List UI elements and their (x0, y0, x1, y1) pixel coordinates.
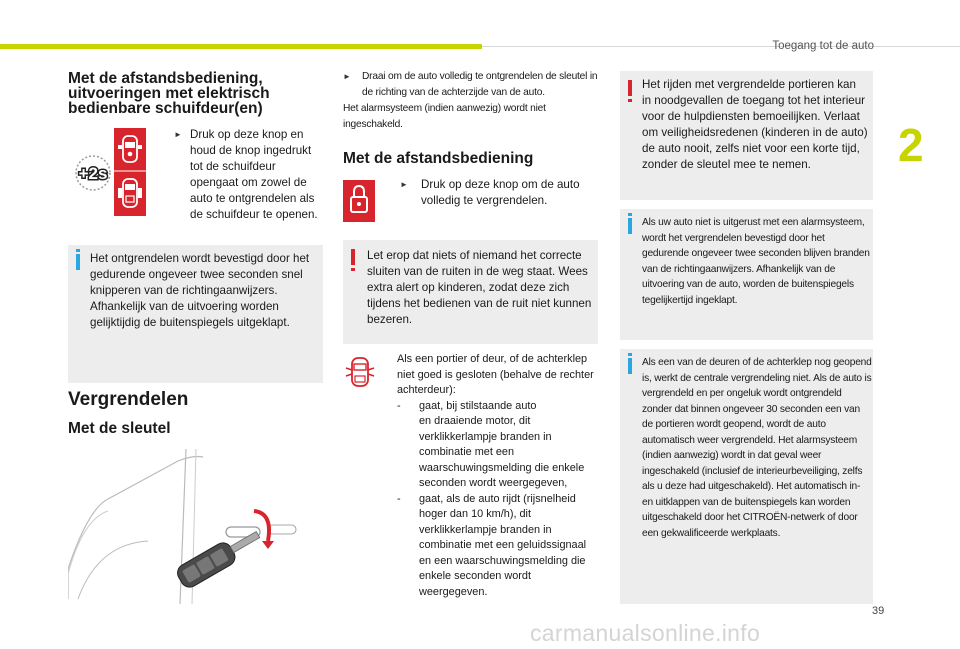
key-in-door-illustration (68, 449, 323, 604)
remote-lock-instruction: ► Druk op deze knop om de auto volledig te vergrendelen. (400, 178, 580, 207)
hold-badge: +2s (78, 164, 108, 183)
info-unlock-text: Het ontgrendelen wordt bevestigd door het gedurende ongeveer twee seconden snel knipperen van de richtingaanwijzers. Afhankelijk van de uitvoering worden gelijktijdig de buitenspiegels uitgeklapt. (90, 252, 310, 329)
door-intro-text: Als een portier of deur, of de achterklep niet goed is gesloten (behalve de rechter achterdeur): (397, 353, 594, 396)
door-open-warning (397, 352, 597, 600)
info-box-alarm (620, 209, 873, 340)
door-warning-icon (343, 354, 377, 390)
info-relock-text: Als een van de deuren of de achterklep nog geopend is, werkt de centrale vergrendeling niet. Als de auto is vergrendeld en per ongeluk wordt ontgrendeld zonder dat binnen ongeveer 30 seconden een van de portieren wordt geopend, wordt de auto automatisch weer vergrendeld. Het alarmsysteem (indien aanwezig) wordt in dat geval weer ingeschakeld (inclusief de interieurbeveiliging, zelfs als u deze had uitgeschakeld). Het automatisch in- en uitklappen van de buitenspiegels kan worden uitgeschakeld door het CITROËN-netwerk of door een gekwalificeerde werkplaats. (642, 357, 872, 539)
hold-two-seconds-icon (68, 148, 118, 198)
section-title: Toegang tot de auto (772, 40, 874, 52)
triangle-bullet-icon: ► (400, 180, 408, 189)
heading-remote: Met de afstandsbediening (343, 150, 534, 167)
alarm-note: Het alarmsysteem (indien aanwezig) wordt niet ingeschakeld. (343, 103, 546, 130)
warning-windows-text: Let erop dat niets of niemand het correcte sluiten van de ruiten in de weg staat. Wees extra alert op kinderen, zodat deze zich tijdens het bedienen van de ruit niet kunnen bezeren. (367, 249, 592, 326)
remote-sliding-door-button-graphic (114, 172, 146, 216)
info-icon (628, 218, 632, 234)
triangle-bullet-icon: ► (174, 130, 182, 139)
warning-icon (628, 80, 632, 96)
warning-driving-text: Het rijden met vergrendelde portieren kan in noodgevallen de toegang tot het interieur voor de hulpdiensten bemoeilijken. Verlaat om veiligheidsredenen (kinderen in de auto) de auto nooit, zelfs niet voor een korte tijd, zonder de sleutel mee te nemen. (642, 78, 868, 171)
warning-box-windows (343, 240, 598, 344)
chapter-number: 2 (898, 119, 924, 171)
unlock-car-icon (118, 136, 142, 162)
heading-remote-sliding-door: Met de afstandsbediening, uitvoeringen met elektrisch bedienbare schuifdeur(en) (68, 70, 270, 117)
watermark: carmanualsonline.info (530, 620, 761, 646)
info-alarm-text: Als uw auto niet is uitgerust met een alarmsysteem, wordt het vergrendelen bevestigd door het gedurende ongeveer twee seconden blijven branden van de richtingaanwijzers. Afhankelijk van de uitvoering van de auto, worden de buitenspiegels tegelijkertijd ingeklapt. (642, 217, 870, 306)
info-box-relock (620, 349, 873, 604)
list-item: - gaat, als de auto rijdt (rijsnelheid hoger dan 10 km/h), dit verklikkerlampje branden in combinatie met een geluidssignaal en een waarschuwingsmelding die enkele seconden wordt weergegeven. (397, 492, 587, 598)
remote-lock-button-graphic (343, 180, 375, 222)
lock-car-icon (343, 180, 375, 222)
info-icon (76, 254, 80, 270)
info-box-unlock-confirm (68, 245, 323, 383)
warning-box-driving-locked (620, 71, 873, 200)
warning-icon (351, 249, 355, 265)
page-number: 39 (872, 605, 885, 617)
info-icon (628, 358, 632, 374)
remote-unlock-instruction: ► Druk op deze knop en houd de knop ingedrukt tot de schuifdeur opengaat om zowel de auto te ontgrendelen als de schuifdeur te openen. (174, 128, 318, 221)
triangle-bullet-icon: ► (343, 72, 351, 81)
open-sliding-door-icon (114, 172, 146, 216)
list-item: - gaat, bij stilstaande auto en draaiende motor, dit verklikkerlampje branden in combinatie met een waarschuwingsmelding die enkele seconden wordt weergegeven, (397, 399, 585, 489)
heading-key: Met de sleutel (68, 420, 171, 437)
header-rule (482, 46, 960, 47)
header-accent-bar (0, 44, 482, 49)
heading-lock: Vergrendelen (68, 389, 189, 410)
key-unlock-instruction: ► Draai om de auto volledig te ontgrendelen de sleutel in de richting van de achterzijde van de auto. (343, 71, 598, 98)
